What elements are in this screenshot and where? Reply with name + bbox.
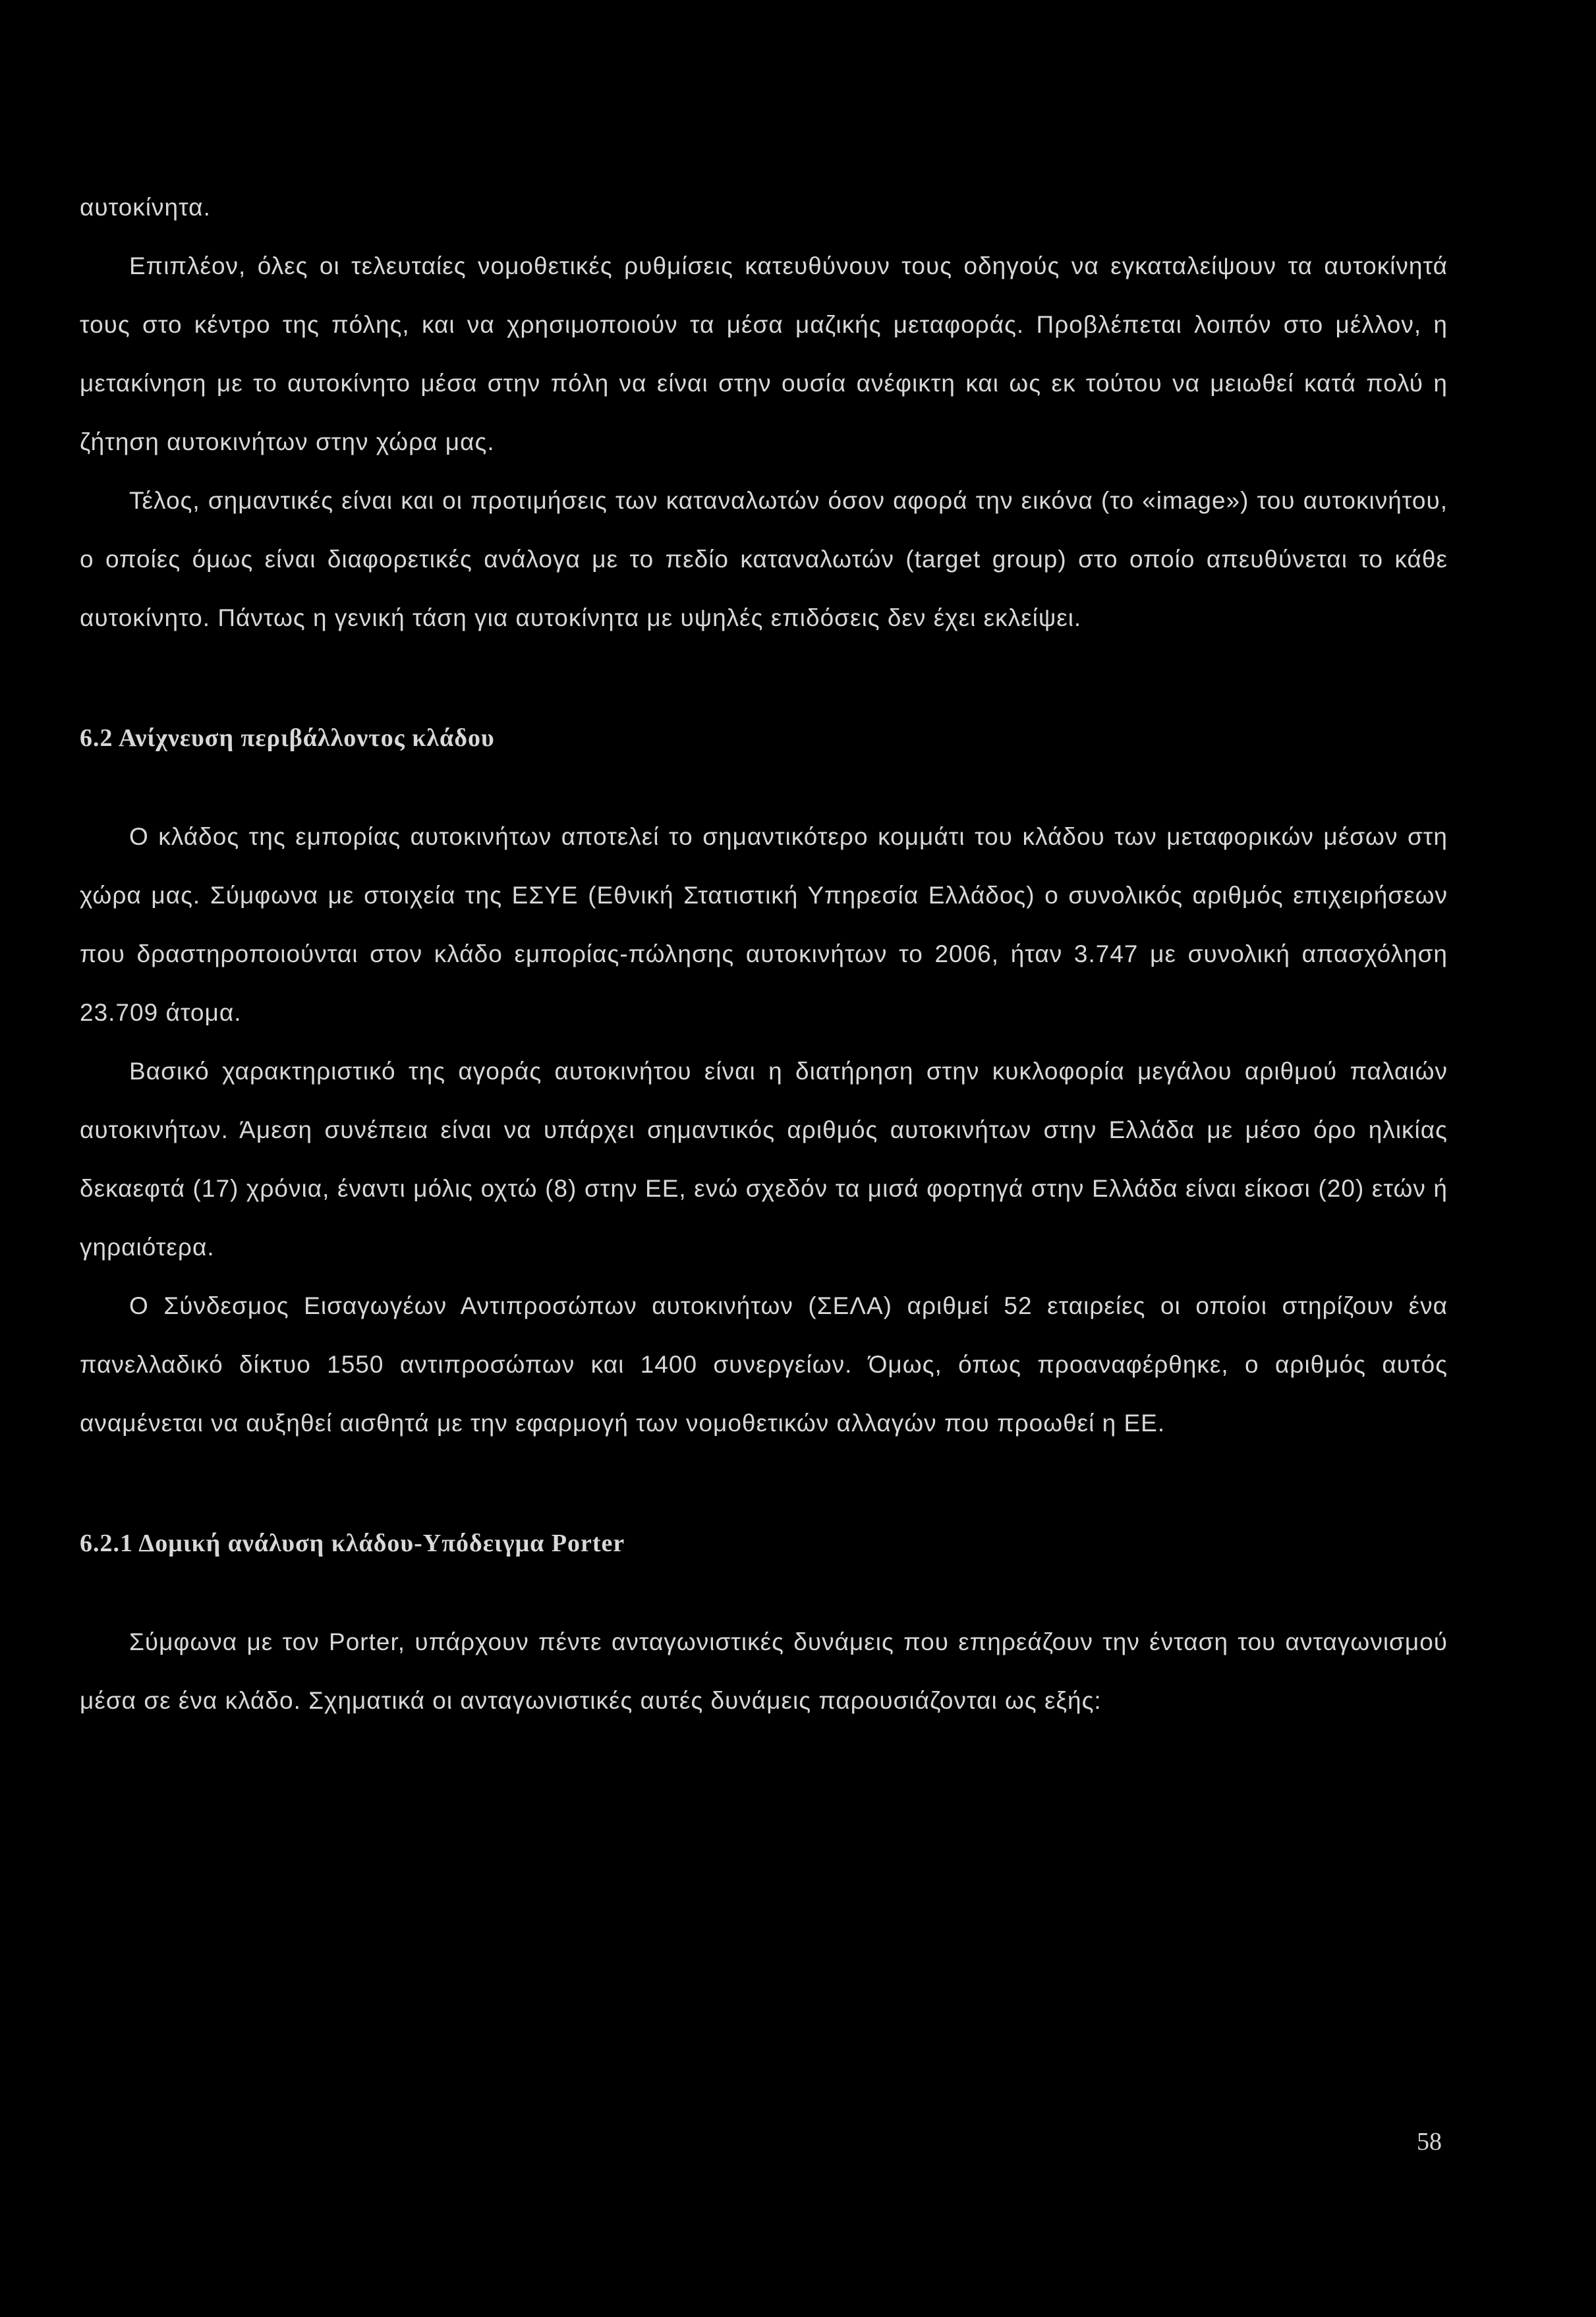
paragraph-industry-overview: Ο κλάδος της εμπορίας αυτοκινήτων αποτελεί το σημαντικότερο κομμάτι του κλάδου των μεταφορικών μέσων στη χώρα μας. Σύμφωνα με στοιχεία της ΕΣΥΕ (Εθνική Στατιστική Υπηρεσία Ελλάδος) ο συνολικός αριθμός επιχειρήσεων που δραστηροποιούνται στον κλάδο εμπορίας-πώλησης αυτοκινήτων το 2006, ήταν 3.747 με συνολική απασχόληση 23.709 άτομα. xyxy=(80,823,1448,1026)
paragraph-old-vehicles: Βασικό χαρακτηριστικό της αγοράς αυτοκινήτου είναι η διατήρηση στην κυκλοφορία μεγάλου αριθμού παλαιών αυτοκινήτων. Άμεση συνέπεια είναι να υπάρχει σημαντικός αριθμός αυτοκινήτων στην Ελλάδα με μέσο όρο ηλικίας δεκαεφτά (17) χρόνια, έναντι μόλις οχτώ (8) στην ΕΕ, ενώ σχεδόν τα μισά φορτηγά στην Ελλάδα είναι είκοσι (20) ετών ή γηραιότερα. xyxy=(80,1058,1448,1261)
section-heading-6-2-1: 6.2.1 Δομική ανάλυση κλάδου-Υπόδειγμα Porter xyxy=(80,1530,625,1557)
paragraph-consumer-preferences: Τέλος, σημαντικές είναι και οι προτιμήσεις των καταναλωτών όσον αφορά την εικόνα (το «image») του αυτοκινήτου, ο οποίες όμως είναι διαφορετικές ανάλογα με το πεδίο καταναλωτών (target group) στο οποίο απευθύνεται το κάθε αυτοκίνητο. Πάντως η γενική τάση για αυτοκίνητα με υψηλές επιδόσεις δεν έχει εκλείψει. xyxy=(80,487,1448,631)
paragraph-sela: Ο Σύνδεσμος Εισαγωγέων Αντιπροσώπων αυτοκινήτων (ΣΕΛΑ) αριθμεί 52 εταιρείες οι οποίοι στηρίζουν ένα πανελλαδικό δίκτυο 1550 αντιπροσώπων και 1400 συνεργείων. Όμως, όπως προαναφέρθηκε, ο αριθμός αυτός αναμένεται να αυξηθεί αισθητά με την εφαρμογή των νομοθετικών αλλαγών που προωθεί η ΕΕ. xyxy=(80,1292,1448,1437)
paragraph-legislation: Επιπλέον, όλες οι τελευταίες νομοθετικές ρυθμίσεις κατευθύνουν τους οδηγούς να εγκαταλείψουν τα αυτοκίνητά τους στο κέντρο της πόλης, και να χρησιμοποιούν τα μέσα μαζικής μεταφοράς. Προβλέπεται λοιπόν στο μέλλον, η μετακίνηση με το αυτοκίνητο μέσα στην πόλη να είναι στην ουσία ανέφικτη και ως εκ τούτου να μειωθεί κατά πολύ η ζήτηση αυτοκινήτων στην χώρα μας. xyxy=(80,252,1448,455)
page-number: 58 xyxy=(1417,2128,1442,2156)
page-content xyxy=(80,178,1448,1730)
paragraph-continuation: αυτοκίνητα. xyxy=(80,194,211,221)
section-heading-6-2: 6.2 Ανίχνευση περιβάλλοντος κλάδου xyxy=(80,724,495,752)
section-6-2-body xyxy=(80,807,1448,1452)
paragraph-porter: Σύμφωνα με τον Porter, υπάρχουν πέντε ανταγωνιστικές δυνάμεις που επηρεάζουν την ένταση του ανταγωνισμού μέσα σε ένα κλάδο. Σχηματικά οι ανταγωνιστικές αυτές δυνάμεις παρουσιάζονται ως εξής: xyxy=(80,1628,1448,1714)
section-6-2-1-body xyxy=(80,1613,1448,1730)
